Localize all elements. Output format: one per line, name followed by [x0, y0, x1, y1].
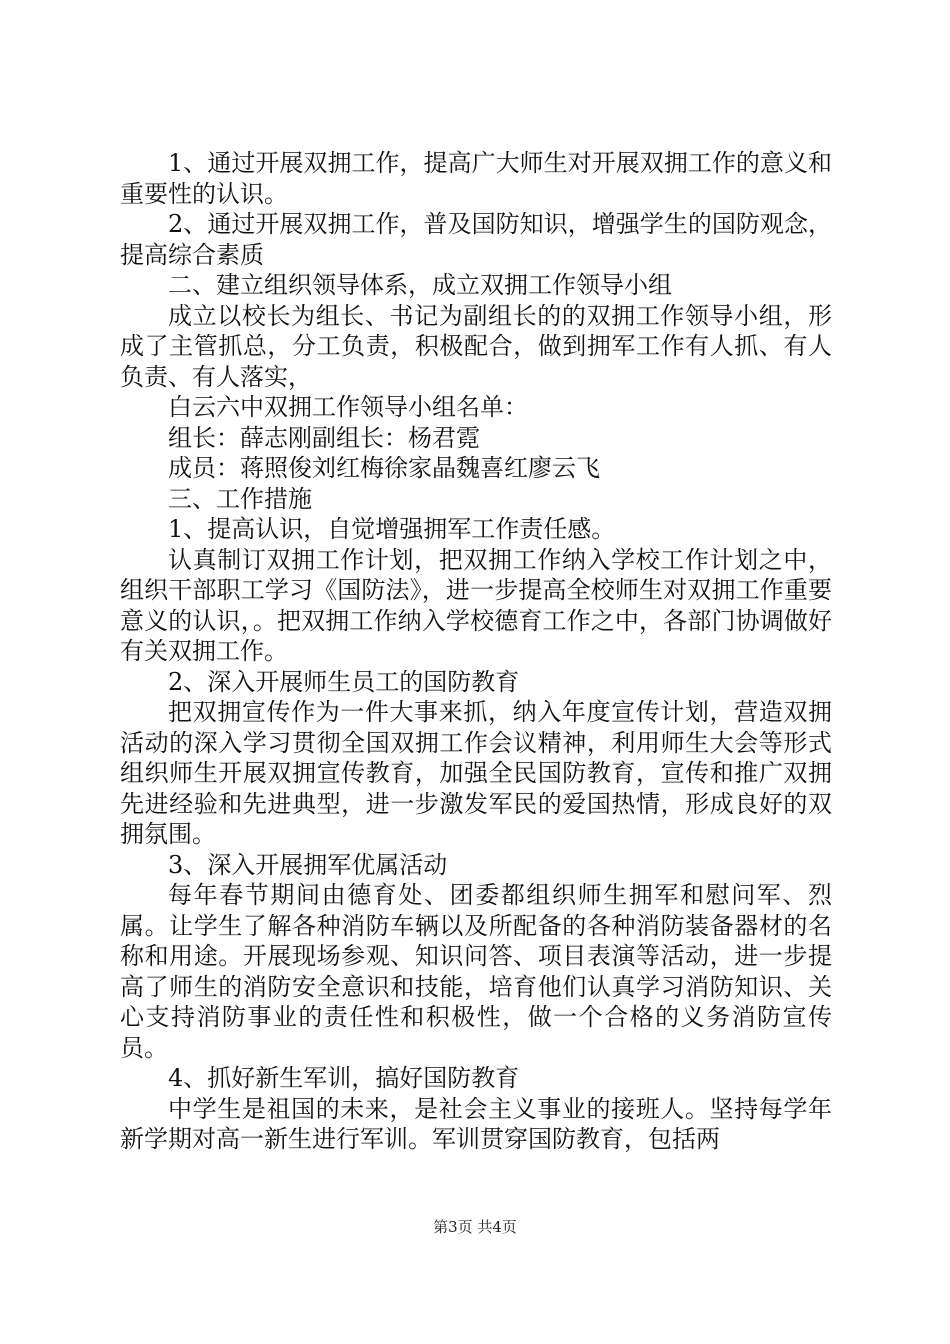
paragraph-plan: 认真制订双拥工作计划，把双拥工作纳入学校工作计划之中，组织干部职工学习《国防法》，进一步提高全校师生对双拥工作重要意义的认识，。把双拥工作纳入学校德育工作之中，各部门协调做好有关双拥工作。 — [120, 545, 832, 665]
subheading-1: 1、提高认识，自觉增强拥军工作责任感。 — [168, 515, 616, 543]
subheading-3: 3、深入开展拥军优属活动 — [168, 850, 448, 879]
paragraph-goal-2: 2、通过开展双拥工作，普及国防知识，增强学生的国防观念，提高综合素质 — [120, 210, 832, 269]
page-footer: 第3页 共4页 — [433, 1218, 517, 1236]
subheading-2: 2、深入开展师生员工的国防教育 — [168, 667, 520, 696]
paragraph-list-title: 白云六中双拥工作领导小组名单： — [168, 393, 528, 421]
section-heading-2: 二、建立组织领导体系，成立双拥工作领导小组 — [168, 271, 672, 299]
paragraph-activities: 每年春节期间由德育处、团委都组织师生拥军和慰问军、烈属。让学生了解各种消防车辆以及所配备的各种消防装备器材的名称和用途。开展现场参观、知识问答、项目表演等活动，进一步提高了师生的消防安全意识和技能，培育他们认真学习消防知识、关心支持消防事业的责任性和积极性，做一个合格的义务消防宣传员。 — [120, 881, 832, 1062]
document-body — [120, 148, 832, 1155]
paragraph-goal-1: 1、通过开展双拥工作，提高广大师生对开展双拥工作的意义和重要性的认识。 — [120, 149, 832, 208]
paragraph-leadership: 成立以校长为组长、书记为副组长的的双拥工作领导小组，形成了主管抓总，分工负责，积极配合，做到拥军工作有人抓、有人负责、有人落实， — [120, 301, 832, 391]
paragraph-members: 成员：蒋照俊刘红梅徐家晶魏喜红廖云飞 — [168, 454, 600, 482]
subheading-4: 4、抓好新生军训，搞好国防教育 — [168, 1064, 520, 1092]
section-heading-3: 三、工作措施 — [168, 484, 312, 513]
paragraph-leaders: 组长：薛志刚副组长：杨君霓 — [168, 423, 480, 452]
paragraph-education: 把双拥宣传作为一件大事来抓，纳入年度宣传计划，营造双拥活动的深入学习贯彻全国双拥工作会议精神，利用师生大会等形式组织师生开展双拥宣传教育，加强全民国防教育，宣传和推广双拥先进经验和先进典型，进一步激发军民的爱国热情，形成良好的双拥氛围。 — [120, 698, 832, 848]
paragraph-training: 中学生是祖国的未来，是社会主义事业的接班人。坚持每学年新学期对高一新生进行军训。军训贯穿国防教育，包括两 — [120, 1094, 832, 1153]
